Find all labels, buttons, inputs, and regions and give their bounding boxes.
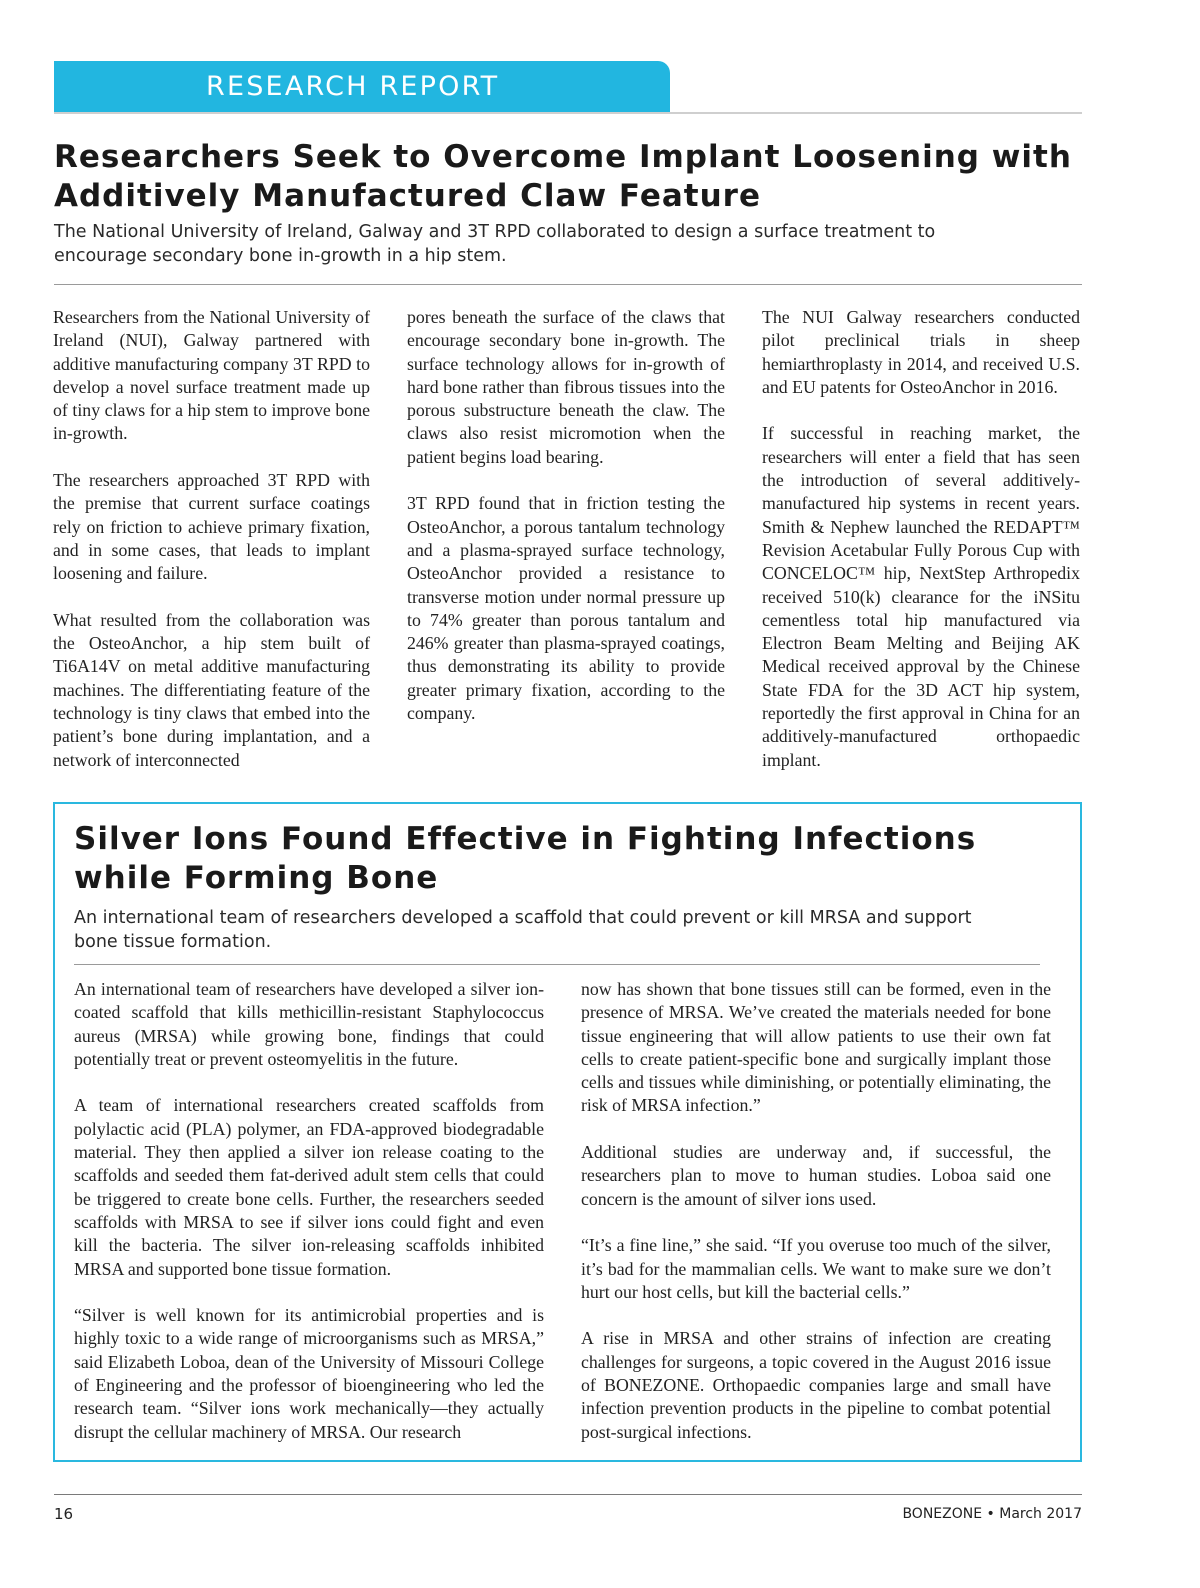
article1-column-2 <box>407 306 725 725</box>
paragraph: now has shown that bone tissues still can be formed, even in the presence of MRSA. We’ve created the materials needed for bone tissue engineering that will allow patients to use their own fat cells to create patient-specific bone and surgically implant those cells and tissues while diminishing, or potentially eliminating, the risk of MRSA infection.” <box>581 979 1051 1116</box>
publication-info: BONEZONE • March 2017 <box>902 1506 1082 1522</box>
paragraph: Researchers from the National University of Ireland (NUI), Galway partnered with additive manufacturing company 3T RPD to develop a novel surface treatment made up of tiny claws for a hip stem to improve bone in-growth. <box>53 307 370 444</box>
paragraph: What resulted from the collaboration was the OsteoAnchor, a hip stem built of Ti6A14V on metal additive manufacturing machines. The differentiating feature of the technology is tiny claws that embed into the patient’s bone during implantation, and a network of interconnected <box>53 609 370 770</box>
article1-headline: Researchers Seek to Overcome Implant Loosening with Additively Manufactured Claw Feature <box>54 139 1072 214</box>
article2-column-1 <box>74 978 544 1444</box>
paragraph: pores beneath the surface of the claws that encourage secondary bone in-growth. The surface technology allows for in-growth of hard bone rather than fibrous tissues into the porous substructure beneath the claw. The claws also resist micromotion when the patient begins load bearing. <box>407 307 725 467</box>
paragraph: “It’s a fine line,” she said. “If you overuse too much of the silver, it’s bad for the mammalian cells. We want to make sure we don’t hurt our host cells, but kill the bacterial cells.” <box>581 1235 1051 1302</box>
paragraph: 3T RPD found that in friction testing the OsteoAnchor, a porous tantalum technology and a plasma-sprayed surface technology, OsteoAnchor provided a resistance to transverse motion under normal pressure up to 74% greater than porous tantalum and 246% greater than plasma-sprayed coatings, thus demonstrating its ability to provide greater primary fixation, according to the company. <box>407 493 725 724</box>
page-number: 16 <box>54 1505 74 1523</box>
article2-divider <box>74 964 1040 965</box>
article1-divider <box>54 284 1082 285</box>
section-tab <box>54 61 670 113</box>
paragraph: An international team of researchers have developed a silver ion-coated scaffold that kills methicillin-resistant Staphylococcus aureus (MRSA) while growing bone, findings that could potentially treat or prevent osteomyelitis in the future. <box>74 979 544 1069</box>
header-rule <box>54 112 1082 114</box>
article1-deck: The National University of Ireland, Galway and 3T RPD collaborated to design a surface treatment to encourage secondary bone in-growth in a hip stem. <box>54 222 936 266</box>
article2-headline: Silver Ions Found Effective in Fighting Infections while Forming Bone <box>74 821 977 896</box>
paragraph: A team of international researchers created scaffolds from polylactic acid (PLA) polymer, an FDA-approved biodegradable material. They then applied a silver ion release coating to the scaffolds and seeded them fat-derived adult stem cells that could be triggered to create bone cells. Further, the researchers seeded scaffolds with MRSA to see if silver ions could fight and even kill the bacteria. The silver ion-releasing scaffolds inhibited MRSA and supported bone tissue formation. <box>74 1095 544 1279</box>
paragraph: A rise in MRSA and other strains of infection are creating challenges for surgeons, a topic covered in the August 2016 issue of BONEZONE. Orthopaedic companies large and small have infection prevention products in the pipeline to combat potential post-surgical infections. <box>581 1328 1051 1442</box>
article1-column-1 <box>53 306 370 772</box>
paragraph: Additional studies are underway and, if successful, the researchers plan to move to human studies. Loboa said one concern is the amount of silver ions used. <box>581 1142 1051 1209</box>
paragraph: The NUI Galway researchers conducted pilot preclinical trials in sheep hemiarthroplasty in 2014, and received U.S. and EU patents for OsteoAnchor in 2016. <box>762 307 1080 397</box>
paragraph: If successful in reaching market, the researchers will enter a field that has seen the introduction of several additively-manufactured hip systems in recent years. Smith & Nephew launched the REDAPT™ Revision Acetabular Fully Porous Cup with CONCELOC™ hip, NextStep Arthropedix received 510(k) clearance for the iNSitu cementless total hip manufactured via Electron Beam Melting and Beijing AK Medical received approval by the Chinese State FDA for the 3D ACT hip system, reportedly the first approval in China for an additively-manufactured orthopaedic implant. <box>762 423 1080 770</box>
section-label: RESEARCH REPORT <box>206 71 500 102</box>
footer-rule <box>54 1494 1082 1495</box>
paragraph: The researchers approached 3T RPD with the premise that current surface coatings rely on friction to achieve primary fixation, and in some cases, that leads to implant loosening and failure. <box>53 470 370 584</box>
paragraph: “Silver is well known for its antimicrobial properties and is highly toxic to a wide range of microorganisms such as MRSA,” said Elizabeth Loboa, dean of the University of Missouri College of Engineering and the professor of bioengineering who led the research team. “Silver ions work mechanically—they actually disrupt the cellular machinery of MRSA. Our research <box>74 1305 544 1442</box>
article1-column-3 <box>762 306 1080 772</box>
article2-deck: An international team of researchers developed a scaffold that could prevent or kill MRSA and support bone tissue formation. <box>74 908 972 952</box>
article2-column-2 <box>581 978 1051 1444</box>
